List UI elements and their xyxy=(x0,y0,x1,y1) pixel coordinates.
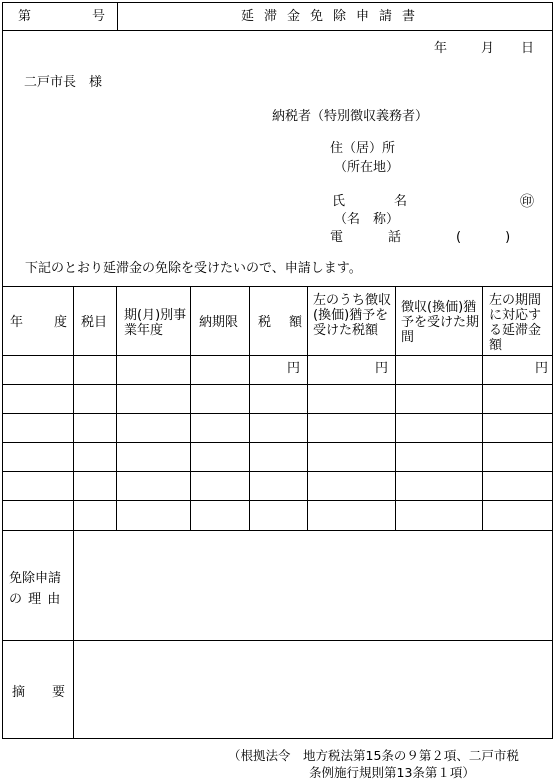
header-deferred-amount: 左のうち徴収(換価)猶予を受けた税額 xyxy=(313,293,392,338)
reason-label-second: の 理 由 xyxy=(9,592,62,607)
phone-label-second: 話 xyxy=(388,230,402,245)
applicant-heading: 納税者（特別徴収義務者） xyxy=(272,109,429,124)
table-row-border xyxy=(2,500,553,501)
name-sublabel: （名 称） xyxy=(334,212,400,227)
unit-yen-tax: 円 xyxy=(287,361,301,376)
date-day: 日 xyxy=(521,41,535,56)
table-column-divider xyxy=(482,286,483,530)
header-due-date: 納期限 xyxy=(199,315,239,330)
addressee: 二戸市長 様 xyxy=(24,75,103,90)
phone-parentheses: ( ) xyxy=(456,230,517,245)
table-row-border xyxy=(2,471,553,472)
reason-bottom-border xyxy=(2,640,553,641)
remarks-label-second: 要 xyxy=(52,685,66,700)
date-year: 年 xyxy=(434,41,448,56)
number-suffix: 号 xyxy=(92,9,106,24)
table-column-divider xyxy=(190,286,191,530)
header-tax-first: 税 xyxy=(258,315,272,330)
number-prefix: 第 xyxy=(18,9,32,24)
table-header-border xyxy=(2,355,553,356)
table-row-border xyxy=(2,413,553,414)
header-late-fee: 左の期間に対応する延滞金額 xyxy=(489,293,542,353)
phone-label-first: 電 xyxy=(330,230,344,245)
footnote-line-2: 条例施行規則第13条第１項） xyxy=(309,765,475,780)
table-top-border xyxy=(2,286,553,287)
table-row-border xyxy=(2,442,553,443)
intro-text: 下記のとおり延滞金の免除を受けたいので、申請します。 xyxy=(25,261,362,276)
name-label-first: 氏 xyxy=(332,194,346,209)
address-sublabel: （所在地） xyxy=(334,160,400,175)
header-tax-second: 額 xyxy=(289,315,303,330)
unit-yen-late-fee: 円 xyxy=(535,361,549,376)
address-label: 住（居）所 xyxy=(330,141,396,156)
table-column-divider xyxy=(307,286,308,530)
footnote-line-1: （根拠法令 地方税法第15条の９第２項、二戸市税 xyxy=(228,748,519,763)
title-divider xyxy=(117,2,118,31)
table-column-divider xyxy=(395,286,396,530)
header-year-first: 年 xyxy=(10,315,24,330)
unit-yen-deferred: 円 xyxy=(375,361,389,376)
remarks-label-first: 摘 xyxy=(12,685,26,700)
form-title: 延滞金免除申請書 xyxy=(241,9,426,24)
header-year-second: 度 xyxy=(54,315,68,330)
seal-icon: ㊞ xyxy=(520,194,534,210)
table-column-divider xyxy=(73,286,74,530)
date-month: 月 xyxy=(481,41,495,56)
table-column-divider xyxy=(249,286,250,530)
name-label-second: 名 xyxy=(394,194,408,209)
label-column-divider xyxy=(73,530,74,738)
header-tax-item: 税目 xyxy=(81,315,108,330)
header-period: 期(月)別事業年度 xyxy=(124,308,187,338)
header-deferral-period: 徴収(換価)猶予を受けた期間 xyxy=(401,300,480,345)
title-row-border xyxy=(2,30,553,31)
table-row-border xyxy=(2,384,553,385)
reason-label-first: 免除申請 xyxy=(9,571,62,586)
table-bottom-border xyxy=(2,530,553,531)
table-column-divider xyxy=(116,286,117,530)
